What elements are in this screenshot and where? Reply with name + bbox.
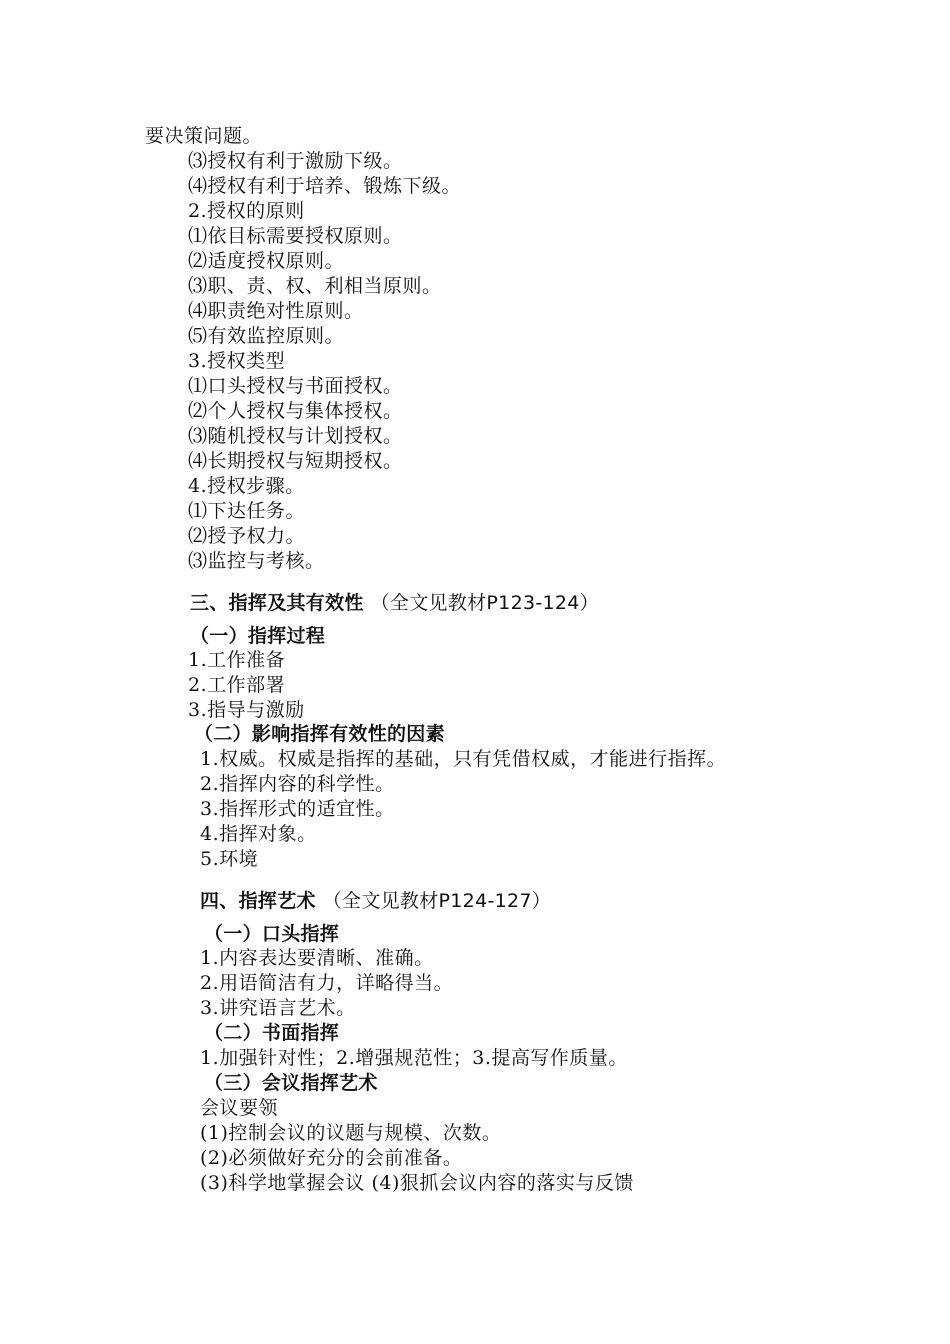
list-item: 5.环境	[200, 848, 259, 870]
subsection-heading: （一）口头指挥	[204, 923, 340, 945]
list-item: 1.加强针对性；2.增强规范性；3.提高写作质量。	[200, 1047, 628, 1069]
text-line: ⑵个人授权与集体授权。	[188, 400, 403, 422]
list-item: 1.内容表达要清晰、准确。	[200, 947, 434, 969]
text-line: ⑸有效监控原则。	[188, 325, 345, 347]
text-line: ⑴下达任务。	[188, 500, 306, 522]
list-item: 1.权威。权威是指挥的基础，只有凭借权威，才能进行指挥。	[200, 748, 727, 770]
list-item: 3.指挥形式的适宜性。	[200, 798, 395, 820]
list-item: (1)控制会议的议题与规模、次数。	[200, 1122, 502, 1144]
text-line: ⑵授予权力。	[188, 525, 306, 547]
list-item: 2.用语简洁有力，详略得当。	[200, 972, 454, 994]
section-heading	[190, 591, 599, 615]
text-line: ⑷授权有利于培养、锻炼下级。	[188, 175, 462, 197]
text-line: 4.授权步骤。	[188, 475, 305, 497]
text-line: 3.授权类型	[188, 350, 286, 372]
subsection-heading: （一）指挥过程	[190, 625, 326, 647]
subsection-heading: （三）会议指挥艺术	[204, 1072, 378, 1094]
text-line: ⑶授权有利于激励下级。	[188, 150, 403, 172]
list-item: 1.工作准备	[188, 649, 286, 671]
text-line: ⑶监控与考核。	[188, 550, 325, 572]
list-item: 4.指挥对象。	[200, 823, 317, 845]
text-line: ⑴依目标需要授权原则。	[188, 225, 403, 247]
list-item: 2.工作部署	[188, 674, 286, 696]
list-item: 3.讲究语言艺术。	[200, 997, 356, 1019]
subsection-heading: （二）书面指挥	[204, 1022, 340, 1044]
text-line: 会议要领	[200, 1097, 279, 1119]
text-line: ⑶随机授权与计划授权。	[188, 425, 403, 447]
list-item: (3)科学地掌握会议 (4)狠抓会议内容的落实与反馈	[200, 1172, 634, 1194]
textbook-reference: （全文见教材P123-124）	[370, 592, 599, 614]
section-heading	[200, 889, 551, 913]
list-item: (2)必须做好充分的会前准备。	[200, 1147, 463, 1169]
text-line: ⑵适度授权原则。	[188, 250, 345, 272]
text-line: 2.授权的原则	[188, 200, 305, 222]
subsection-heading: （二）影响指挥有效性的因素	[194, 723, 445, 745]
textbook-reference: （全文见教材P124-127）	[322, 890, 552, 912]
section-title: 四、指挥艺术	[200, 890, 316, 912]
text-line: ⑷职责绝对性原则。	[188, 300, 364, 322]
list-item: 2.指挥内容的科学性。	[200, 773, 395, 795]
list-item: 3.指导与激励	[188, 699, 305, 721]
text-line: ⑷长期授权与短期授权。	[188, 450, 403, 472]
text-line: ⑴口头授权与书面授权。	[188, 375, 403, 397]
text-line: ⑶职、责、权、利相当原则。	[188, 275, 442, 297]
text-line: 要决策问题。	[145, 125, 263, 147]
section-title: 三、指挥及其有效性	[190, 592, 364, 614]
